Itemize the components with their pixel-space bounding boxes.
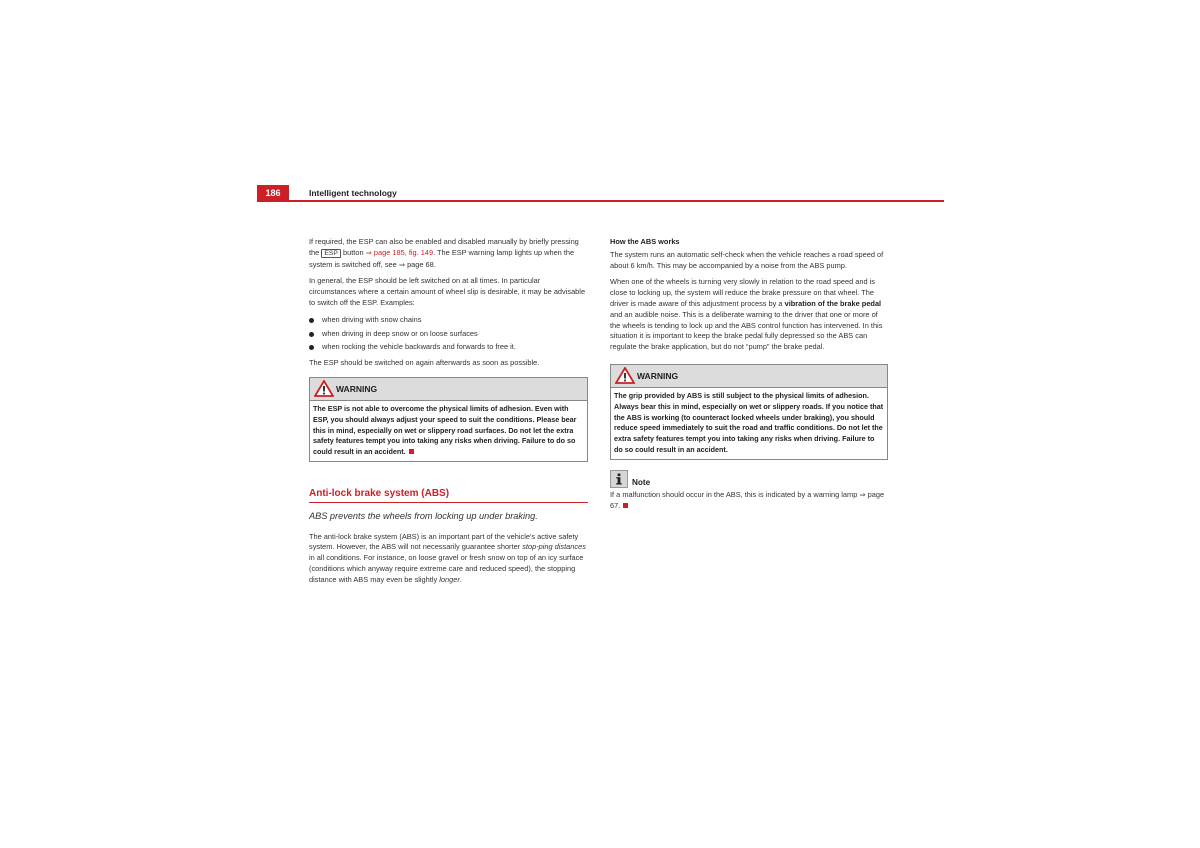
warning-text: The ESP is not able to overcome the physical limits of adhesion. Even with ESP, you should always adjust your speed to suit the conditions. Please bear this in mind, especially on wet or slippery road surfaces. Do not let the extra safety features tempt you into taking any risks when driving. Failure to do so could result in an accident. [313,403,577,457]
note-header [610,470,888,488]
abs-works-paragraph-2: When one of the wheels is turning very slowly in relation to the road speed and is close to locking up, the system will reduce the brake pressure on that wheel. The driver is made aware of this adjustment process by a vibration of the brake pedal and an audible noise. This is a deliberate warning to the driver that one or more of the wheels is tending to lock up and the ABS control function has intervened. In this situation it is important to keep the brake pedal fully depressed so the ABS can regulate the brake application, but do not “pump” the brake pedal. [610,277,883,352]
info-icon [610,470,628,488]
warning-header [611,365,887,388]
section-title: Anti-lock brake system (ABS) [309,489,588,503]
end-marker-icon [409,449,414,454]
list-item: when rocking the vehicle backwards and forwards to free it. [309,342,588,353]
abs-heading: How the ABS works [610,237,680,246]
right-column [610,237,888,517]
warning-text: The grip provided by ABS is still subject to the physical limits of adhesion. Always bear this in mind, especially on wet or slippery roads. If you notice that the ABS is working (to counteract locked wheels under braking), you should reduce speed immediately to suit the road and traffic conditions. Do not let the extra safety features tempt you into taking any risks when driving. Failure to do so could result in an accident. [614,390,884,454]
esp-warning-box [309,377,588,462]
esp-key: ESP [321,249,341,258]
bullet-icon [309,345,314,350]
running-title: Intelligent technology [309,188,397,198]
header-rule [257,200,944,202]
warning-triangle-icon [615,367,635,384]
note-text: If a malfunction should occur in the ABS, this is indicated by a warning lamp ⇒ page 67. [610,489,885,510]
end-marker-icon [623,503,628,508]
page-number: 186 [257,185,289,201]
warning-title: WARNING [336,383,378,394]
esp-paragraph-3: The ESP should be switched on again afterwards as soon as possible. [309,358,540,368]
abs-warning-box [610,364,888,460]
warning-header [310,378,587,401]
left-column [309,237,588,592]
section-subtitle: ABS prevents the wheels from locking up under braking. [309,510,538,521]
warning-title: WARNING [637,370,679,381]
list-item: when driving in deep snow or on loose surfaces [309,329,588,340]
examples-list [309,315,588,353]
bullet-icon [309,332,314,337]
bullet-icon [309,318,314,323]
page-reference-link[interactable]: ⇒ page 185, fig. 149 [365,247,434,257]
list-item: when driving with snow chains [309,315,588,326]
abs-works-paragraph-1: The system runs an automatic self-check when the vehicle reaches a road speed of about 6 km/h. This may be accompanied by a noise from the ABS pump. [610,249,884,270]
note-title: Note [632,477,651,487]
esp-paragraph-1: If required, the ESP can also be enabled and disabled manually by briefly pressing the ESP button ⇒ page 185, fig. 149. The ESP warning lamp lights up when the system is switched off, see ⇒ page 68. [309,237,579,269]
warning-triangle-icon [314,380,334,397]
abs-paragraph: The anti-lock brake system (ABS) is an important part of the vehicle's active safety system. However, the ABS will not necessarily guarantee shorter stop-ping distances in all conditions. For instance, on loose gravel or fresh snow on top of an icy surface (conditions which anyway require extreme care and reduced speed), the stopping distance with ABS may even be slightly longer. [309,531,586,584]
esp-paragraph-2: In general, the ESP should be left switched on at all times. In particular circumstances where a certain amount of wheel slip is desirable, it may be advisable to switch off the ESP. Examples: [309,276,586,307]
